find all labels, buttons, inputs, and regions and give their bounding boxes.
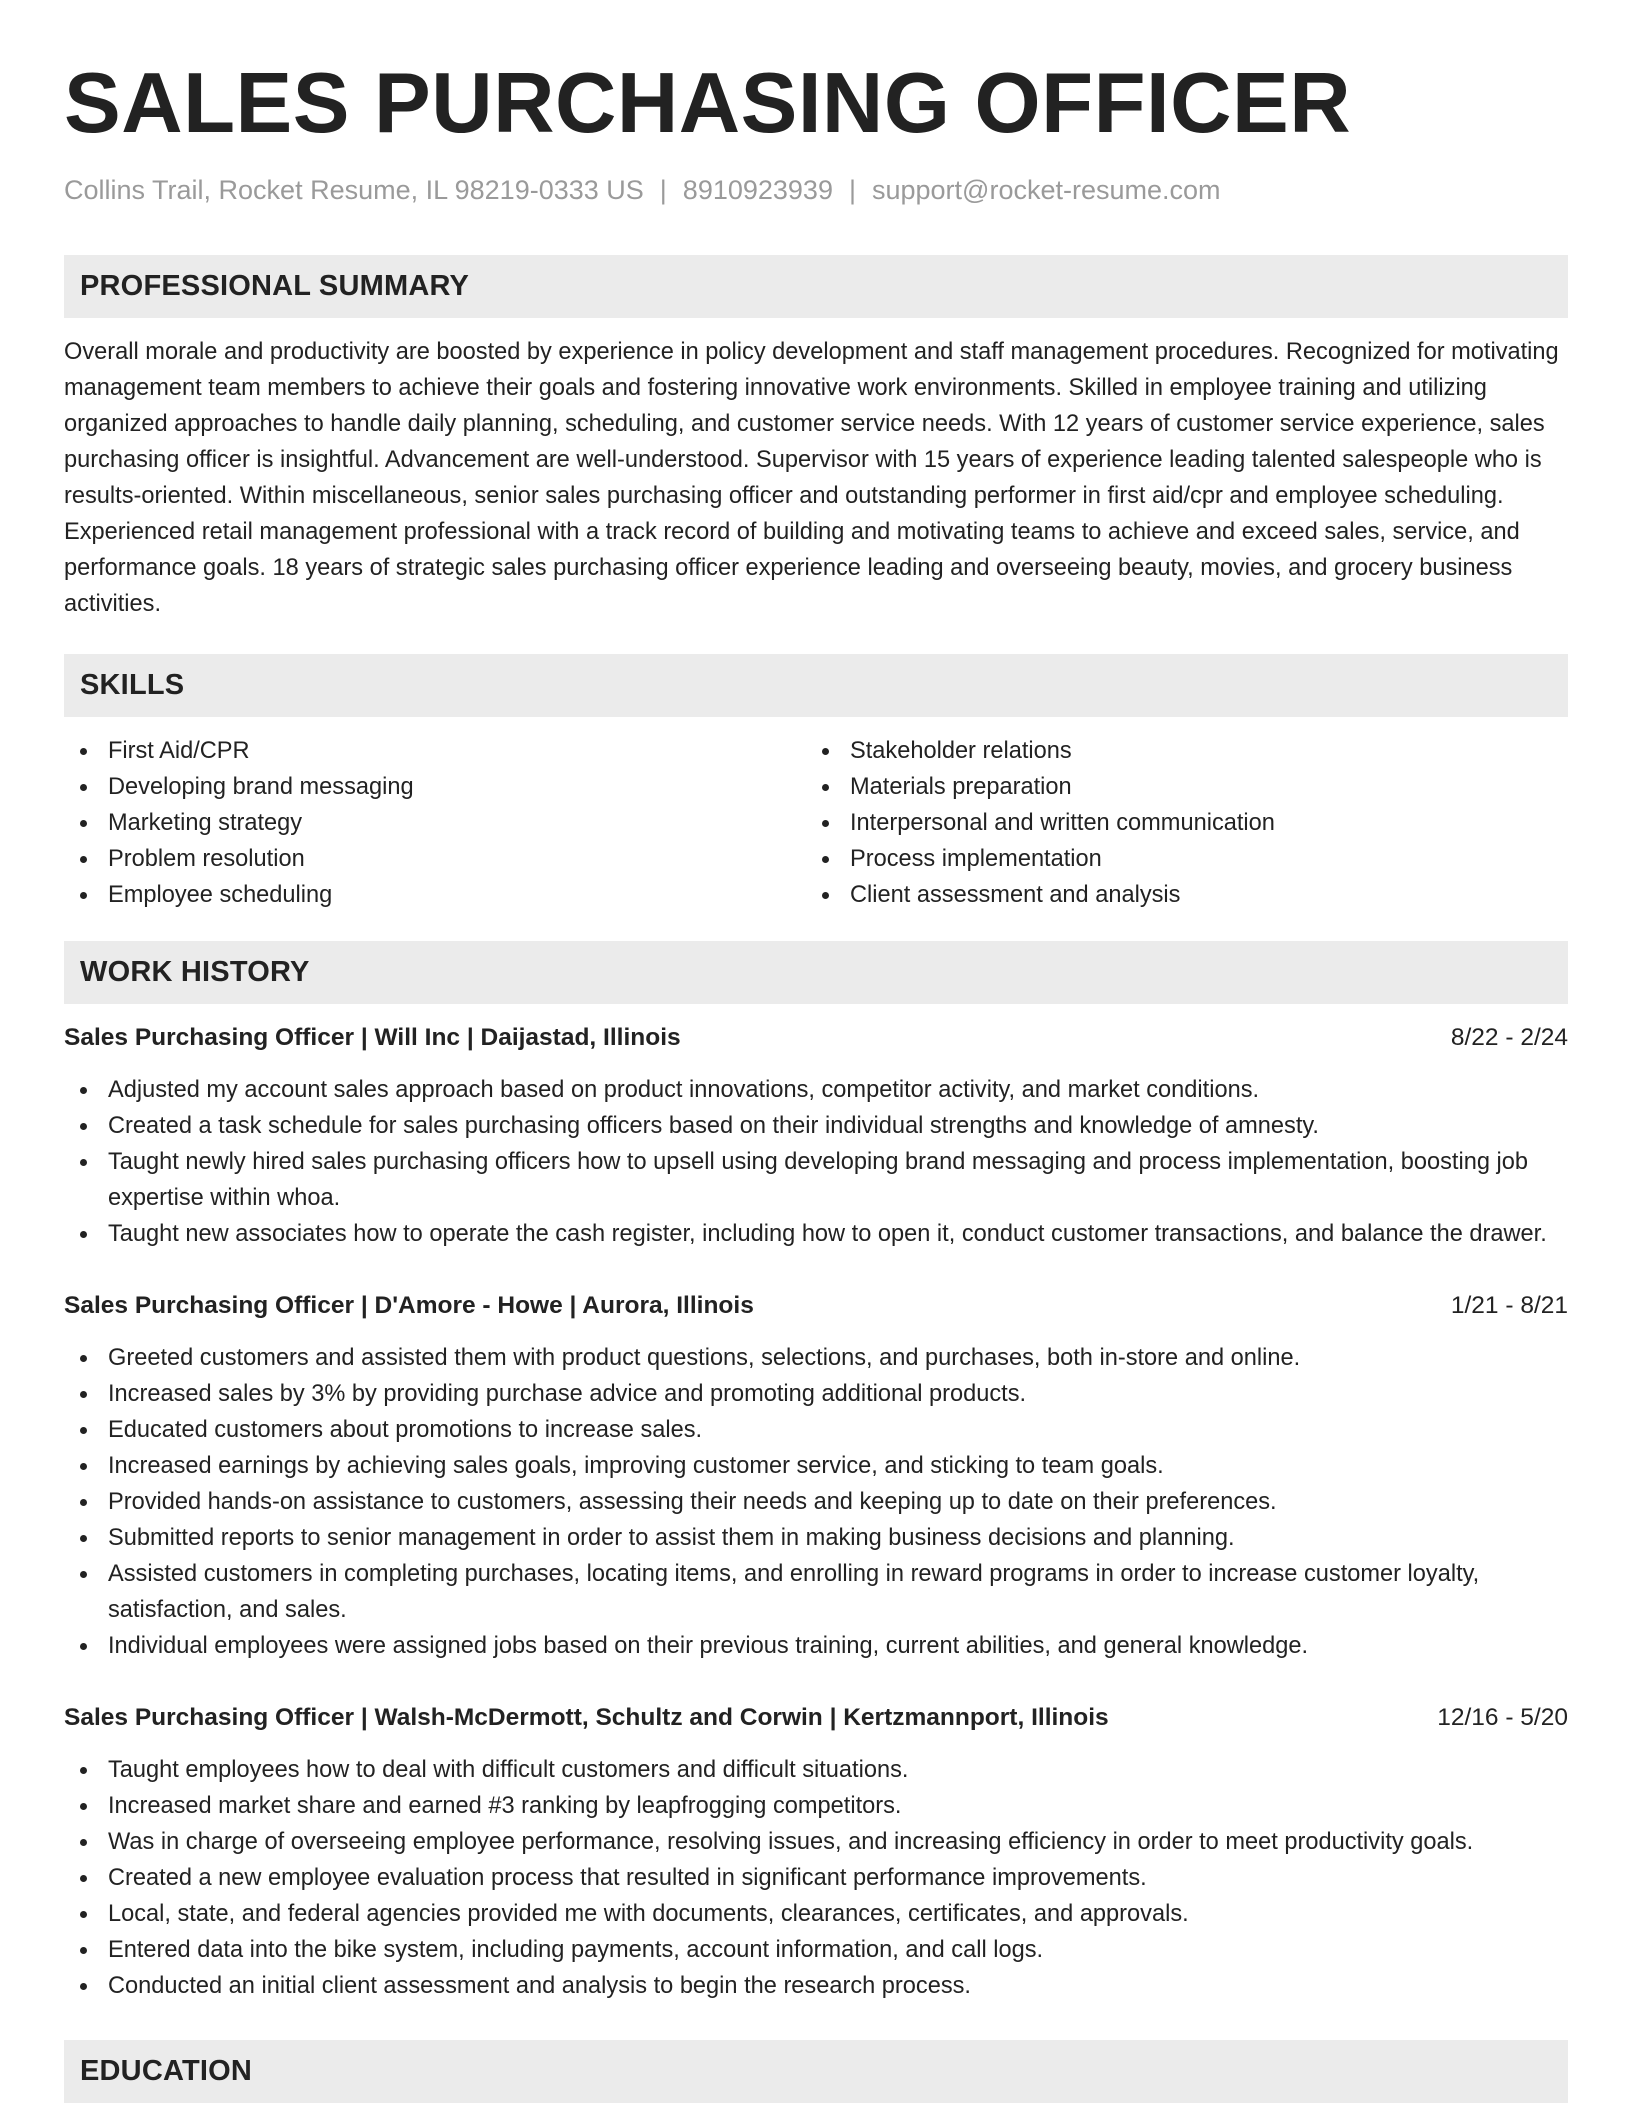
skill-item: First Aid/CPR [64, 733, 806, 769]
skill-item: Stakeholder relations [806, 733, 1548, 769]
contact-separator: | [659, 175, 667, 205]
job-bullet: Conducted an initial client assessment and analysis to begin the research process. [64, 1968, 1568, 2004]
job-bullet: Entered data into the bike system, including payments, account information, and call logs. [64, 1932, 1568, 1968]
section-header-education: EDUCATION [64, 2040, 1568, 2103]
skills-column-left [64, 733, 806, 913]
job-bullet: Adjusted my account sales approach based on product innovations, competitor activity, and market conditions. [64, 1072, 1568, 1108]
job-header [64, 1288, 1568, 1324]
job-title: Sales Purchasing Officer | Will Inc | Daijastad, Illinois [64, 1024, 681, 1051]
job-bullet: Submitted reports to senior management in order to assist them in making business decisions and planning. [64, 1520, 1568, 1556]
skill-item: Materials preparation [806, 769, 1548, 805]
skill-item: Interpersonal and written communication [806, 805, 1548, 841]
job-bullet: Taught newly hired sales purchasing officers how to upsell using developing brand messaging and process implementation, boosting job expertise within whoa. [64, 1144, 1568, 1216]
section-header-work-history: WORK HISTORY [64, 941, 1568, 1004]
job-bullet: Created a new employee evaluation process that resulted in significant performance improvements. [64, 1860, 1568, 1896]
skills-column-right [806, 733, 1548, 913]
job-dates: 8/22 - 2/24 [1450, 1024, 1568, 1051]
job-bullet: Individual employees were assigned jobs based on their previous training, current abilities, and general knowledge. [64, 1628, 1568, 1664]
job-entry [64, 1288, 1568, 1664]
job-dates: 1/21 - 8/21 [1450, 1292, 1568, 1319]
skill-item: Developing brand messaging [64, 769, 806, 805]
job-header [64, 1700, 1568, 1736]
skills-grid [64, 733, 1568, 913]
skill-item: Employee scheduling [64, 877, 806, 913]
job-bullet: Increased market share and earned #3 ranking by leapfrogging competitors. [64, 1788, 1568, 1824]
job-entry [64, 1020, 1568, 1252]
job-bullets [64, 1340, 1568, 1664]
job-bullet: Local, state, and federal agencies provided me with documents, clearances, certificates, and approvals. [64, 1896, 1568, 1932]
job-bullets [64, 1752, 1568, 2004]
job-title: Sales Purchasing Officer | D'Amore - Howe | Aurora, Illinois [64, 1292, 754, 1319]
job-dates: 12/16 - 5/20 [1437, 1704, 1568, 1731]
summary-text: Overall morale and productivity are boosted by experience in policy development and staff management procedures. Recognized for motivating management team members to achieve their goals and fostering innovative work environments. Skilled in employee training and utilizing organized approaches to handle daily planning, scheduling, and customer service needs. With 12 years of customer service experience, sales purchasing officer is insightful. Advancement are well-understood. Supervisor with 15 years of experience leading talented salespeople who is results-oriented. Within miscellaneous, senior sales purchasing officer and outstanding performer in first aid/cpr and employee scheduling. Experienced retail management professional with a track record of building and motivating teams to achieve and exceed sales, service, and performance goals. 18 years of strategic sales purchasing officer experience leading and overseeing beauty, movies, and grocery business activities. [64, 339, 1559, 617]
section-header-summary: PROFESSIONAL SUMMARY [64, 255, 1568, 318]
contact-separator: | [848, 175, 856, 205]
job-title: Sales Purchasing Officer | Walsh-McDermott, Schultz and Corwin | Kertzmannport, Illinois [64, 1704, 1109, 1731]
job-bullet: Was in charge of overseeing employee performance, resolving issues, and increasing efficiency in order to meet productivity goals. [64, 1824, 1568, 1860]
skill-item: Process implementation [806, 841, 1548, 877]
contact-email: support@rocket-resume.com [871, 175, 1221, 205]
job-bullet: Educated customers about promotions to increase sales. [64, 1412, 1568, 1448]
contact-line [64, 172, 1568, 208]
skill-item: Problem resolution [64, 841, 806, 877]
job-bullet: Greeted customers and assisted them with product questions, selections, and purchases, both in-store and online. [64, 1340, 1568, 1376]
resume-name: SALES PURCHASING OFFICER [64, 56, 1352, 151]
job-entry [64, 1700, 1568, 2004]
job-header [64, 1020, 1568, 1056]
skill-item: Client assessment and analysis [806, 877, 1548, 913]
job-bullets [64, 1072, 1568, 1252]
job-bullet: Taught employees how to deal with difficult customers and difficult situations. [64, 1752, 1568, 1788]
job-bullet: Increased sales by 3% by providing purchase advice and promoting additional products. [64, 1376, 1568, 1412]
contact-address: Collins Trail, Rocket Resume, IL 98219-0333 US [64, 175, 644, 205]
section-header-skills: SKILLS [64, 654, 1568, 717]
job-bullet: Created a task schedule for sales purchasing officers based on their individual strengths and knowledge of amnesty. [64, 1108, 1568, 1144]
job-bullet: Assisted customers in completing purchases, locating items, and enrolling in reward programs in order to increase customer loyalty, satisfaction, and sales. [64, 1556, 1568, 1628]
job-bullet: Provided hands-on assistance to customers, assessing their needs and keeping up to date on their preferences. [64, 1484, 1568, 1520]
job-bullet: Increased earnings by achieving sales goals, improving customer service, and sticking to team goals. [64, 1448, 1568, 1484]
job-bullet: Taught new associates how to operate the cash register, including how to open it, conduct customer transactions, and balance the drawer. [64, 1216, 1568, 1252]
skill-item: Marketing strategy [64, 805, 806, 841]
contact-phone: 8910923939 [682, 175, 833, 205]
